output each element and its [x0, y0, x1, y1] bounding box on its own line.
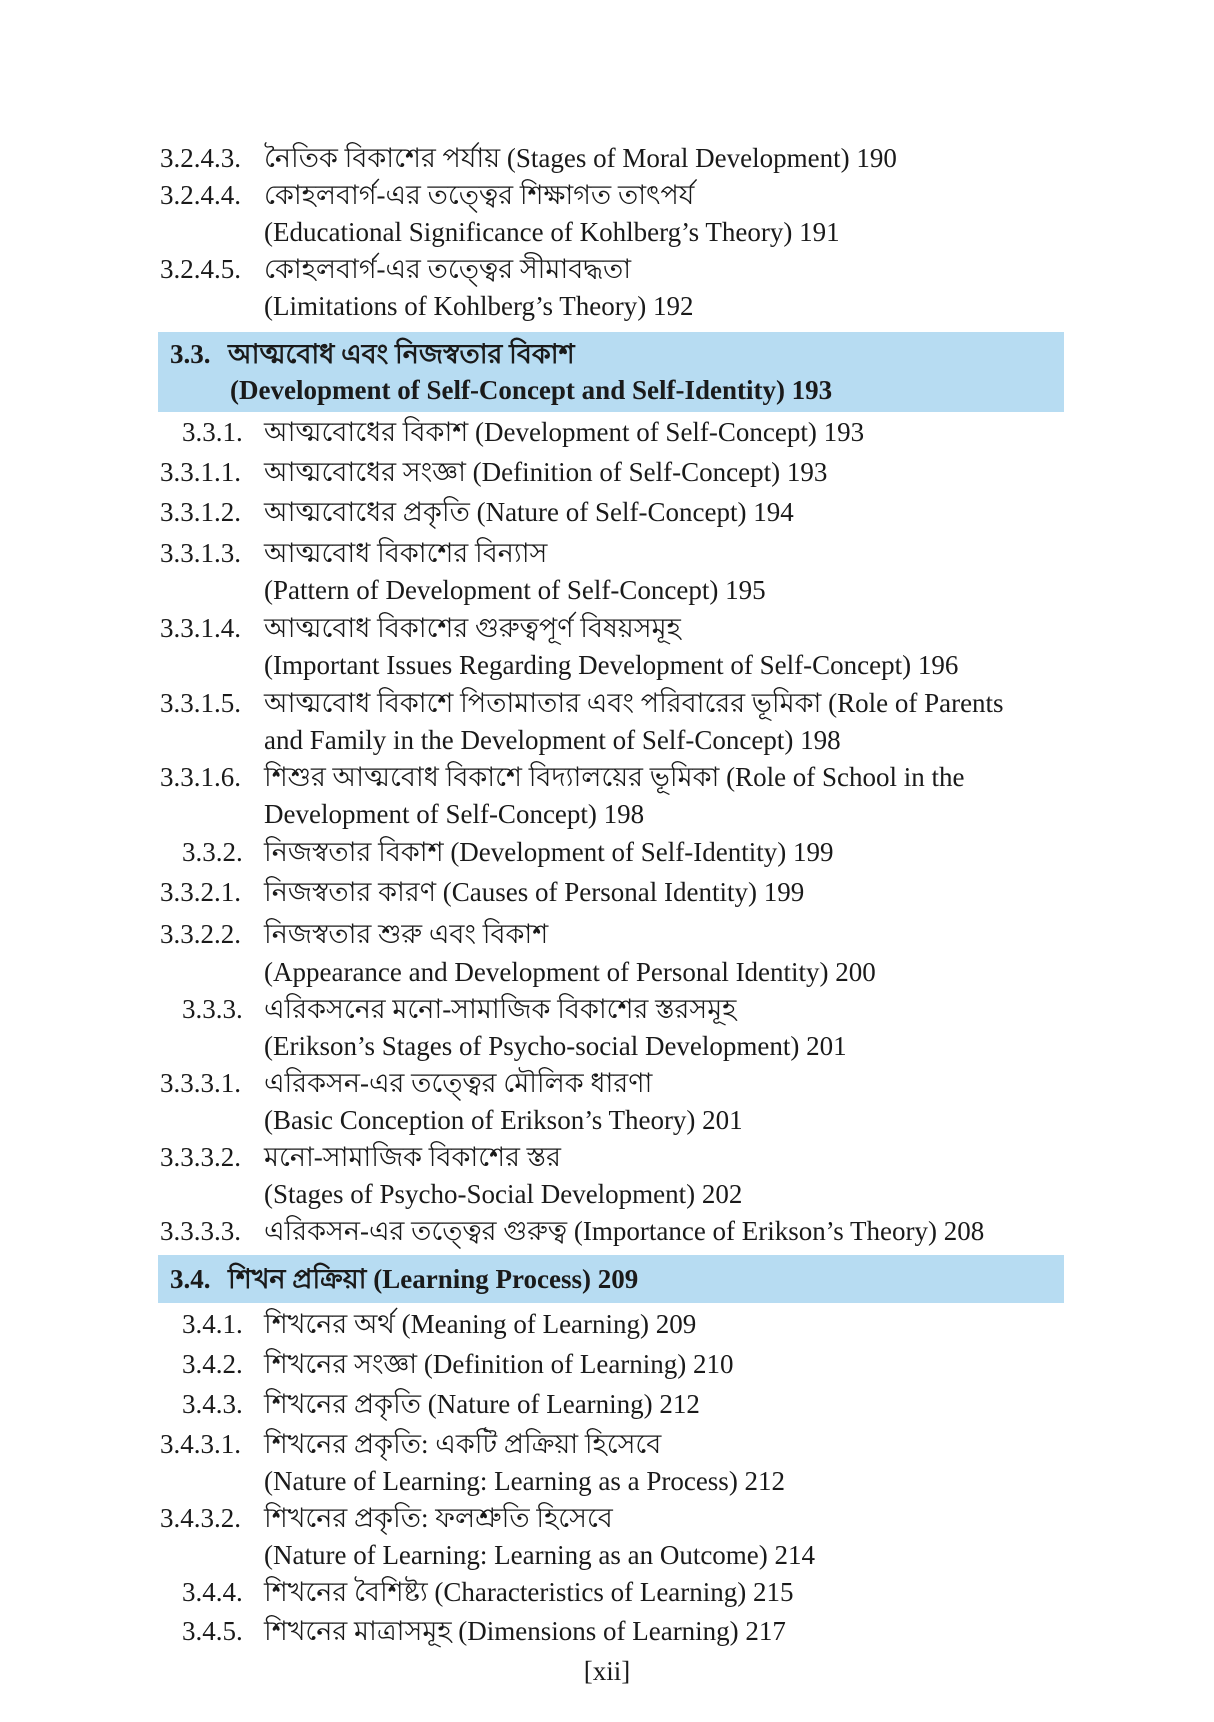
entry-title: (Stages of Psycho-Social Development) 202: [264, 1179, 743, 1209]
entry-number: 3.3.1.4.: [160, 613, 241, 643]
entry-title: শিখনের প্রকৃতি: ফলশ্রুতি হিসেবে: [264, 1503, 613, 1533]
entry-title: (Educational Significance of Kohlberg’s Theory) 191: [264, 217, 840, 247]
entry-title: নিজস্বতার শুরু এবং বিকাশ: [264, 919, 549, 949]
entry-title: আত্মবোধের বিকাশ (Development of Self-Concept) 193: [264, 417, 865, 447]
entry-title: আত্মবোধ বিকাশের গুরুত্বপূর্ণ বিষয়সমূহ: [264, 613, 681, 643]
entry-title: (Nature of Learning: Learning as a Process) 212: [264, 1466, 786, 1496]
entry-number: 3.3.1.: [182, 417, 243, 447]
entry-number: 3.4.4.: [182, 1577, 243, 1607]
entry-number: 3.4.5.: [182, 1616, 243, 1646]
entry-title: শিখনের বৈশিষ্ট্য (Characteristics of Learning) 215: [264, 1577, 794, 1607]
entry-title: Development of Self-Concept) 198: [264, 799, 645, 829]
section-heading-3-4[interactable]: [158, 1255, 1064, 1303]
entry-title: (Basic Conception of Erikson’s Theory) 201: [264, 1105, 743, 1135]
entry-title: কোহলবার্গ-এর তত্ত্বের সীমাবদ্ধতা: [264, 254, 632, 284]
entry-number: 3.3.1.2.: [160, 497, 241, 527]
entry-title: আত্মবোধ বিকাশের বিন্যাস: [264, 538, 548, 568]
entry-title: আত্মবোধের প্রকৃতি (Nature of Self-Concept) 194: [264, 497, 794, 527]
entry-title: নিজস্বতার কারণ (Causes of Personal Identity) 199: [264, 877, 805, 907]
entry-title: আত্মবোধ বিকাশে পিতামাতার এবং পরিবারের ভূমিকা (Role of Parents: [264, 688, 1004, 718]
section-title: আত্মবোধ এবং নিজস্বতার বিকাশ: [228, 339, 575, 369]
entry-title: আত্মবোধের সংজ্ঞা (Definition of Self-Concept) 193: [264, 457, 828, 487]
entry-title: এরিকসনের মনো-সামাজিক বিকাশের স্তরসমূহ: [264, 994, 737, 1024]
entry-number: 3.3.2.: [182, 837, 243, 867]
entry-title: মনো-সামাজিক বিকাশের স্তর: [264, 1142, 561, 1172]
entry-title: (Important Issues Regarding Development of Self-Concept) 196: [264, 650, 959, 680]
entry-title: কোহলবার্গ-এর তত্ত্বের শিক্ষাগত তাৎপর্য: [264, 180, 695, 210]
entry-title: শিখনের প্রকৃতি (Nature of Learning) 212: [264, 1389, 700, 1419]
entry-number: 3.2.4.4.: [160, 180, 241, 210]
entry-number: 3.4.1.: [182, 1309, 243, 1339]
entry-number: 3.2.4.5.: [160, 254, 241, 284]
entry-title: (Appearance and Development of Personal Identity) 200: [264, 957, 876, 987]
entry-number: 3.3.1.5.: [160, 688, 241, 718]
entry-number: 3.4.2.: [182, 1349, 243, 1379]
entry-number: 3.3.1.1.: [160, 457, 241, 487]
entry-number: 3.3.3.1.: [160, 1068, 241, 1098]
entry-title: (Erikson’s Stages of Psycho-social Development) 201: [264, 1031, 847, 1061]
entry-number: 3.4.3.: [182, 1389, 243, 1419]
entry-number: 3.4.3.2.: [160, 1503, 241, 1533]
entry-title: শিশুর আত্মবোধ বিকাশে বিদ্যালয়ের ভূমিকা (Role of School in the: [264, 762, 965, 792]
section-title: শিখন প্রক্রিয়া (Learning Process) 209: [228, 1264, 639, 1294]
entry-title: and Family in the Development of Self-Concept) 198: [264, 725, 841, 755]
entry-title: (Nature of Learning: Learning as an Outcome) 214: [264, 1540, 816, 1570]
section-title-english: (Development of Self-Concept and Self-Identity) 193: [230, 375, 833, 405]
entry-number: 3.3.3.2.: [160, 1142, 241, 1172]
entry-title: শিখনের সংজ্ঞা (Definition of Learning) 210: [264, 1349, 734, 1379]
section-number: 3.4.: [170, 1264, 211, 1294]
entry-title: (Limitations of Kohlberg’s Theory) 192: [264, 291, 694, 321]
entry-title: শিখনের প্রকৃতি: একটি প্রক্রিয়া হিসেবে: [264, 1429, 662, 1459]
section-number: 3.3.: [170, 339, 211, 369]
entry-number: 3.3.2.1.: [160, 877, 241, 907]
entry-title: এরিকসন-এর তত্ত্বের মৌলিক ধারণা: [264, 1068, 653, 1098]
entry-number: 3.3.3.3.: [160, 1216, 241, 1246]
page-number: [xii]: [583, 1656, 631, 1686]
entry-number: 3.2.4.3.: [160, 143, 241, 173]
entry-title: এরিকসন-এর তত্ত্বের গুরুত্ব (Importance of Erikson’s Theory) 208: [264, 1216, 985, 1246]
entry-number: 3.3.2.2.: [160, 919, 241, 949]
entry-title: শিখনের অর্থ (Meaning of Learning) 209: [264, 1309, 697, 1339]
section-heading-3-3[interactable]: [158, 332, 1064, 412]
entry-title: নৈতিক বিকাশের পর্যায় (Stages of Moral Development) 190: [264, 143, 897, 173]
entry-title: শিখনের মাত্রাসমূহ (Dimensions of Learning) 217: [264, 1616, 786, 1646]
entry-title: নিজস্বতার বিকাশ (Development of Self-Identity) 199: [264, 837, 834, 867]
entry-number: 3.3.1.6.: [160, 762, 241, 792]
entry-title: (Pattern of Development of Self-Concept) 195: [264, 575, 766, 605]
entry-number: 3.3.1.3.: [160, 538, 241, 568]
entry-number: 3.4.3.1.: [160, 1429, 241, 1459]
entry-number: 3.3.3.: [182, 994, 243, 1024]
